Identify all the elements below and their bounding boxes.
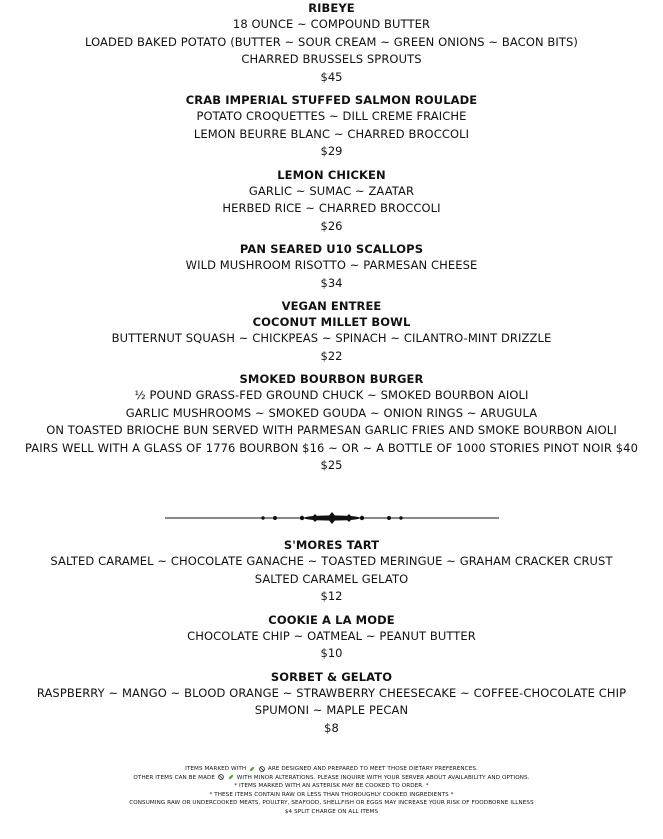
footer-notes [0,765,663,817]
menu-item [0,92,663,161]
item-price: $22 [320,348,343,363]
item-description: POTATO CROQUETTES ~ DILL CREME FRAICHE [196,109,467,123]
footer-text: WITH MINOR ALTERATIONS. PLEASE INQUIRE WITH YOUR SERVER ABOUT AVAILABILITY AND OPTIONS. [236,774,530,781]
item-subtitle: COCONUT MILLET BOWL [252,315,411,329]
item-description: WILD MUSHROOM RISOTTO ~ PARMESAN CHEESE [185,258,478,272]
item-description: SALTED CARAMEL GELATO [254,571,409,586]
item-description: SPUMONI ~ MAPLE PECAN [254,703,409,717]
footer-text: OTHER ITEMS CAN BE MADE [133,774,216,781]
menu-item [0,167,663,236]
item-price: $34 [320,275,343,290]
menu-item [0,669,663,738]
item-description: ON TOASTED BRIOCHE BUN SERVED WITH PARMESAN GARLIC FRIES AND SMOKE BOURBON AIOLI [46,423,617,437]
menu-item [0,371,663,475]
menu-item [0,298,663,365]
ornamental-divider [165,510,499,526]
gluten-free-icon [218,774,224,780]
menu-item [0,537,663,606]
item-description: RASPBERRY ~ MANGO ~ BLOOD ORANGE ~ STRAWBERRY CHEESECAKE ~ COFFEE-CHOCOLATE CHIP [36,685,627,700]
desserts-section [0,537,663,737]
item-title: SORBET & GELATO [270,669,393,684]
item-title: PAN SEARED U10 SCALLOPS [239,242,424,256]
item-title: S'MORES TART [283,538,380,552]
gluten-free-icon [259,766,265,772]
footer-line-2 [0,774,663,783]
item-description: CHOCOLATE CHIP ~ OATMEAL ~ PEANUT BUTTER [187,628,476,643]
leaf-icon [249,766,255,772]
item-price: $26 [320,218,343,233]
item-description: LEMON BEURRE BLANC ~ CHARRED BROCCOLI [193,126,470,141]
menu-item [0,0,663,86]
item-price: $10 [320,646,343,660]
footer-line-1 [0,765,663,774]
item-price: $8 [324,720,339,735]
item-description: ½ POUND GRASS-FED GROUND CHUCK ~ SMOKED BOURBON AIOLI [134,388,529,402]
menu-item [0,241,663,292]
item-title: COOKIE A LA MODE [268,612,395,627]
item-title: RIBEYE [308,1,355,15]
desserts-block [0,537,663,743]
item-description: BUTTERNUT SQUASH ~ CHICKPEAS ~ SPINACH ~ CILANTRO-MINT DRIZZLE [111,331,552,345]
item-price: $25 [320,458,343,472]
item-description: LOADED BAKED POTATO (BUTTER ~ SOUR CREAM ~ GREEN ONIONS ~ BACON BITS) [84,34,579,49]
footer-line-5: CONSUMING RAW OR UNDERCOOKED MEATS, POULTRY, SEAFOOD, SHELLFISH OR EGGS MAY INCREASE YOUR RISK OF FOODBORNE ILLNESS [129,800,534,807]
menu-item [0,612,663,663]
item-price: $45 [320,69,343,84]
footer-line-3: * ITEMS MARKED WITH AN ASTERISK MAY BE COOKED TO ORDER. * [234,783,429,790]
item-title: CRAB IMPERIAL STUFFED SALMON ROULADE [185,93,478,107]
item-price: $29 [320,144,343,158]
footer-line-6: $4 SPLIT CHARGE ON ALL ITEMS [284,808,379,815]
item-title: VEGAN ENTREE [281,299,382,313]
item-description: 18 OUNCE ~ COMPOUND BUTTER [232,17,431,31]
item-description: PAIRS WELL WITH A GLASS OF 1776 BOURBON $16 ~ OR ~ A BOTTLE OF 1000 STORIES PINOT NOIR $40 [24,440,639,455]
item-description: CHARRED BRUSSELS SPROUTS [241,52,422,66]
leaf-icon [228,774,234,780]
item-description: GARLIC MUSHROOMS ~ SMOKED GOUDA ~ ONION RINGS ~ ARUGULA [125,405,538,420]
item-description: GARLIC ~ SUMAC ~ ZAATAR [248,183,415,198]
item-title: SMOKED BOURBON BURGER [239,372,424,386]
item-title: LEMON CHICKEN [277,167,386,182]
footer-text: ARE DESIGNED AND PREPARED TO MEET THOSE DIETARY PREFERENCES. [267,766,478,772]
footer-line-4: * THESE ITEMS CONTAIN RAW OR LESS THAN THOROUGHLY COOKED INGREDIENTS * [209,791,454,798]
item-description: SALTED CARAMEL ~ CHOCOLATE GANACHE ~ TOASTED MERINGUE ~ GRAHAM CRACKER CRUST [50,554,613,568]
item-description: HERBED RICE ~ CHARRED BROCCOLI [222,201,441,215]
item-price: $12 [320,589,343,603]
footer-text: ITEMS MARKED WITH [185,766,247,772]
